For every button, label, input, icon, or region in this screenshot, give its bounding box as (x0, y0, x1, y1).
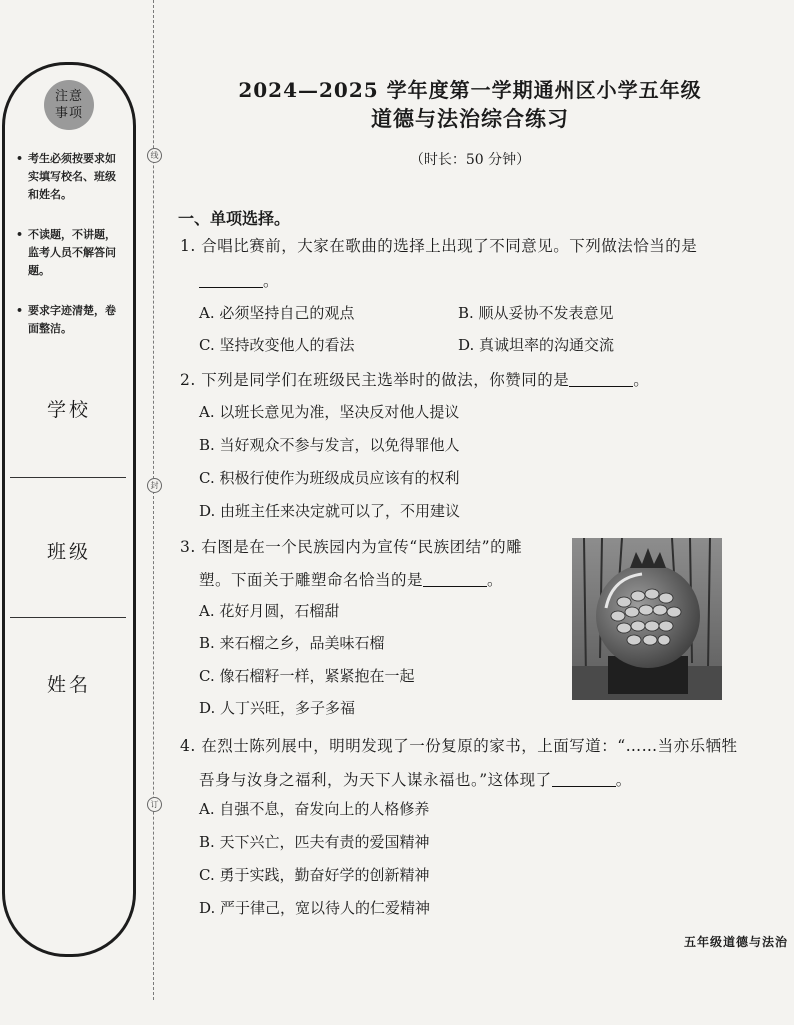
question-4-stem-cont (199, 768, 632, 790)
option-2b[interactable]: B. 当好观众不参与发言，以免得罪他人 (199, 436, 460, 454)
question-4-end: 。 (615, 771, 632, 789)
answer-blank[interactable] (569, 370, 633, 387)
option-2a[interactable]: A. 以班长意见为准，坚决反对他人提议 (199, 403, 460, 421)
notice-list (14, 150, 126, 360)
question-3-text: 塑。下面关于雕塑命名恰当的是 (199, 571, 424, 589)
option-2d[interactable]: D. 由班主任来决定就可以了，不用建议 (199, 502, 461, 520)
option-3d[interactable]: D. 人丁兴旺，多子多福 (199, 699, 356, 717)
option-3a[interactable]: A. 花好月圆，石榴甜 (199, 602, 340, 620)
option-2c[interactable]: C. 积极行使作为班级成员应该有的权利 (199, 469, 460, 487)
notice-item: • 不读题，不讲题，监考人员不解答问题。 (14, 226, 126, 280)
class-field-line[interactable] (10, 617, 126, 618)
exam-title: 2024—2025 学年度第一学期通州区小学五年级 (238, 78, 702, 102)
option-1d[interactable]: D. 真诚坦率的沟通交流 (458, 336, 615, 354)
question-1-stem: 1. 合唱比赛前，大家在歌曲的选择上出现了不同意见。下列做法恰当的是 (180, 237, 698, 255)
question-3-stem: 3. 右图是在一个民族园内为宣传“民族团结”的雕 (180, 538, 523, 556)
page-footer: 五年级道德与法治 (683, 935, 788, 949)
question-4-stem: 4. 在烈士陈列展中，明明发现了一份复原的家书，上面写道：“……当亦乐牺牲 (180, 737, 738, 755)
question-1-answer-line (199, 269, 279, 291)
answer-blank[interactable] (199, 271, 263, 288)
notice-badge-line: 事项 (54, 106, 83, 121)
name-field-label: 姓名 (46, 674, 91, 696)
answer-blank[interactable] (423, 570, 487, 587)
section-title: 一、单项选择。 (178, 209, 291, 228)
answer-blank[interactable] (552, 770, 616, 787)
binding-mark: 线 (147, 148, 162, 163)
option-4d[interactable]: D. 严于律己，宽以待人的仁爱精神 (199, 899, 431, 917)
option-1a[interactable]: A. 必须坚持自己的观点 (199, 304, 355, 322)
option-4c[interactable]: C. 勇于实践，勤奋好学的创新精神 (199, 866, 430, 884)
pomegranate-sculpture-photo (572, 538, 722, 700)
option-4b[interactable]: B. 天下兴亡，匹夫有责的爱国精神 (199, 833, 430, 851)
class-field-label: 班级 (46, 541, 91, 563)
question-4-text: 吾身与汝身之福利，为天下人谋永福也。”这体现了 (199, 771, 552, 789)
option-1c[interactable]: C. 坚持改变他人的看法 (199, 336, 355, 354)
question-2-text: 2. 下列是同学们在班级民主选举时的做法，你赞同的是 (180, 371, 570, 389)
option-1b[interactable]: B. 顺从妥协不发表意见 (458, 304, 614, 322)
question-1-end: 。 (263, 272, 280, 290)
school-field-label: 学校 (46, 399, 91, 421)
option-3b[interactable]: B. 来石榴之乡，品美味石榴 (199, 634, 385, 652)
exam-subject-title: 道德与法治综合练习 (371, 106, 569, 131)
notice-item: • 要求字迹清楚，卷面整洁。 (14, 302, 126, 338)
binding-mark: 订 (147, 797, 162, 812)
option-4a[interactable]: A. 自强不息，奋发向上的人格修养 (199, 800, 430, 818)
binding-mark: 封 (147, 478, 162, 493)
school-field-line[interactable] (10, 477, 126, 478)
notice-item: • 考生必须按要求如实填写校名、班级和姓名。 (14, 150, 126, 204)
question-3-end: 。 (487, 571, 504, 589)
question-2-end: 。 (633, 371, 650, 389)
question-3-stem-cont (199, 568, 503, 590)
notice-badge-line: 注意 (54, 89, 83, 104)
exam-duration: （时长：50 分钟） (409, 152, 531, 168)
notice-badge (44, 80, 94, 130)
question-2-stem (180, 368, 649, 390)
option-3c[interactable]: C. 像石榴籽一样，紧紧抱在一起 (199, 667, 415, 685)
